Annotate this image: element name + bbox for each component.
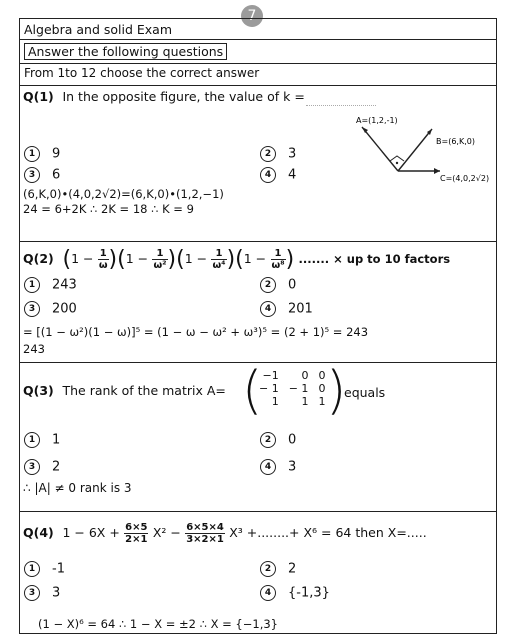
- q4-option-2[interactable]: 2 2: [260, 561, 296, 577]
- q3-option-4[interactable]: 4 3: [260, 459, 296, 475]
- q3-option-1[interactable]: 1 1: [24, 432, 60, 448]
- q2-solution-line-1: = [(1 − ω²)(1 − ω)]⁵ = (1 − ω − ω² + ω³)⁵ = (2 + 1)⁵ = 243: [23, 325, 369, 339]
- q1-text: In the opposite figure, the value of k =: [62, 89, 305, 104]
- q3-solution: ∴ |A| ≠ 0 rank is 3: [23, 481, 132, 495]
- fig-label-a: A=(1,2,-1): [356, 116, 398, 125]
- q4-option-4[interactable]: 4 {-1,3}: [260, 585, 330, 601]
- exam-sheet: Algebra and solid Exam Answer the following questions From 1to 12 choose the correct answer Q(1) In the opposite figure, the value of k = A=(1,2,-1) B=(6,K,0) C=(4,0,2√2) 1 9 2 3 3 6 4 4 (6,K,0)•(4,0,2√2)=(6,K,0)•(1,2,−1) 24 = 6+2K ∴ 2K = 18 ∴ K = 9 Q(2) (1 − $\frac{1}{\omega}$ )(1 − $\frac{1}{\text{ω²}}$ )(1 − $\frac{1}{\text{ω⁴}}$ )(1 − $\frac{1}{\text{ω⁸}}$ ) ....... × up to 10 factors 1 243 2 0 3 200 4 201 = [(1 − ω²)(1 − ω)]⁵ = (1 − ω − ω² + ω³)⁵ = (2 + 1)⁵ = 243 243 Q(3) The rank of the matrix A= ( −1 0 0 − 1 − 1 0 1 1 1 ) equals 1 1 2 0 3 2 4 3 ∴ |A| ≠ 0 rank is 3 Q(4) 1 − 6X + $\frac{6\times 5}{2\times 1}$ X² − $\frac{6\times 5\times 4}{3\times 2\times 1}$ X³ +........+ X⁶ = 64 then X=..... 1 -1 2 2 3 3 4 {-1,3} (1 − X)⁶ = 64 ∴ 1 − X = ±2 ∴ X = {−1,3}: [19, 18, 497, 634]
- q4-option-1[interactable]: 1 -1: [24, 561, 65, 577]
- q2-option-3[interactable]: 3 200: [24, 301, 77, 317]
- q1-label: Q(1) In the opposite figure, the value of k =: [23, 89, 305, 104]
- q3-matrix: −1 0 0 − 1 − 1 0 1 1 1: [259, 369, 326, 408]
- q1-option-4[interactable]: 4 4: [260, 167, 296, 183]
- q2-expression: Q(2) (1 − $\frac{1}{\omega}$ )(1 − $\frac{1}{\text{ω²}}$ )(1 − $\frac{1}{\text{ω⁴}}$ )(1 − $\frac{1}{\text{ω⁸}}$ ) ....... × up to 10 factors: [23, 247, 451, 272]
- q2-option-2[interactable]: 2 0: [260, 277, 296, 293]
- q1-option-1[interactable]: 1 9: [24, 146, 60, 162]
- q2-tail: ....... × up to 10 factors: [298, 252, 451, 266]
- sub-instruction: From 1to 12 choose the correct answer: [24, 66, 260, 80]
- q1-vector-figure: [350, 115, 495, 183]
- page-number-badge: 7: [241, 5, 263, 27]
- q1-option-3[interactable]: 3 6: [24, 167, 60, 183]
- q4-solution: (1 − X)⁶ = 64 ∴ 1 − X = ±2 ∴ X = {−1,3}: [38, 617, 278, 631]
- q1-solution-line-1: (6,K,0)•(4,0,2√2)=(6,K,0)•(1,2,−1): [23, 187, 224, 201]
- q2-option-1[interactable]: 1 243: [24, 277, 77, 293]
- fig-label-c: C=(4,0,2√2): [440, 174, 490, 183]
- q3-after-text: equals: [344, 385, 386, 400]
- exam-title: Algebra and solid Exam: [24, 22, 172, 37]
- q1-solution-line-2: 24 = 6+2K ∴ 2K = 18 ∴ K = 9: [23, 202, 194, 216]
- q3-option-2[interactable]: 2 0: [260, 432, 296, 448]
- q2-solution-line-2: 243: [23, 342, 45, 356]
- instruction-heading: Answer the following questions: [24, 43, 227, 60]
- q3-option-3[interactable]: 3 2: [24, 459, 60, 475]
- q4-expression: Q(4) 1 − 6X + $\frac{6\times 5}{2\times 1}$ X² − $\frac{6\times 5\times 4}{3\times 2\times 1}$ X³ +........+ X⁶ = 64 then X=.....: [23, 522, 427, 545]
- q3-text: The rank of the matrix A=: [62, 383, 226, 398]
- q1-option-2[interactable]: 2 3: [260, 146, 296, 162]
- q4-option-3[interactable]: 3 3: [24, 585, 60, 601]
- fig-label-b: B=(6,K,0): [436, 137, 475, 146]
- q2-option-4[interactable]: 4 201: [260, 301, 313, 317]
- q3-label: Q(3) The rank of the matrix A=: [23, 383, 226, 398]
